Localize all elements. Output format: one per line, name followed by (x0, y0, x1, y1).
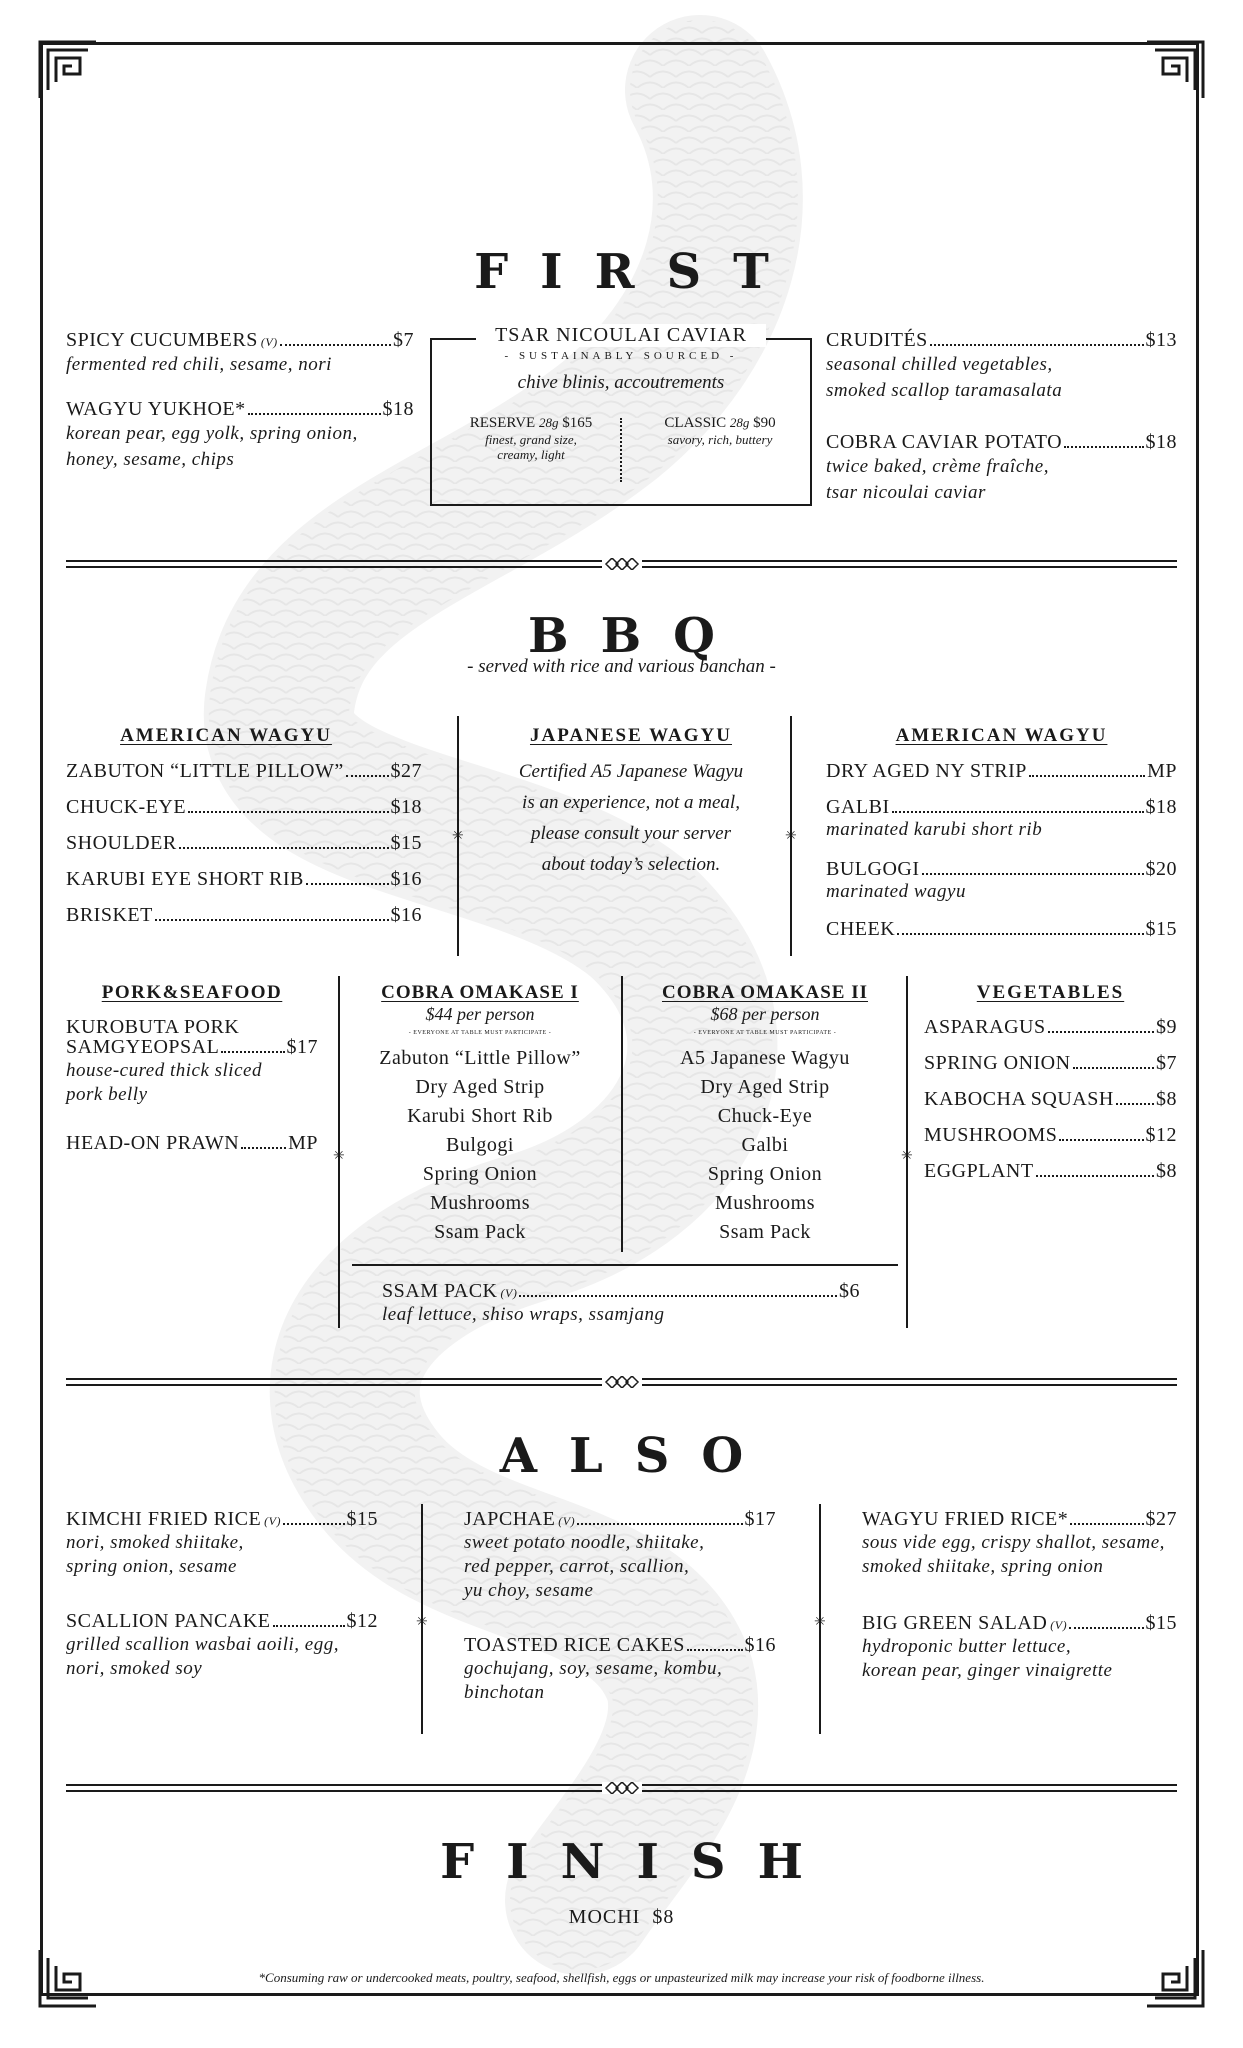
omakase-2-list (632, 1044, 898, 1247)
item-name: ZABUTON “LITTLE PILLOW” (66, 760, 344, 782)
item-price: $15 (390, 832, 422, 854)
omakase-item: Galbi (741, 1134, 789, 1156)
item-name: SCALLION PANCAKE (66, 1610, 271, 1632)
item-desc: twice baked, crème fraîche, (826, 456, 1049, 477)
column-divider (621, 976, 623, 1252)
menu-item (862, 1508, 1177, 1579)
section-divider (66, 1782, 1177, 1794)
omakase-2-price: $68 per person (710, 1004, 820, 1024)
caviar-desc: creamy, light (497, 447, 565, 462)
item-name: BIG GREEN SALAD (862, 1612, 1048, 1634)
caviar-tag: - SUSTAINABLY SOURCED - (504, 350, 738, 362)
item-price: $27 (390, 760, 422, 782)
divider-ornament: ✳ (901, 1149, 913, 1164)
text-line: Certified A5 Japanese Wagyu (518, 761, 744, 782)
omakase-item: Spring Onion (422, 1163, 538, 1185)
menu-item (826, 918, 1177, 941)
caviar-desc: savory, rich, buttery (667, 432, 773, 447)
menu-item (826, 858, 1177, 903)
corner-ornament (36, 38, 100, 102)
item-price: $18 (382, 398, 414, 420)
item-desc: honey, sesame, chips (66, 449, 235, 470)
item-name: BRISKET (66, 904, 153, 926)
menu-item (924, 1124, 1177, 1147)
text-line: is an experience, not a meal, (522, 792, 740, 813)
menu-item (66, 1132, 318, 1155)
finish-title: FINISH (440, 1834, 835, 1890)
omakase-item: Mushrooms (429, 1192, 531, 1214)
item-desc: hydroponic butter lettuce, (862, 1636, 1072, 1657)
divider-ornament: ✳ (814, 1615, 826, 1630)
section-divider (66, 558, 1177, 570)
item-name: CRUDITÉS (826, 329, 928, 351)
item-price: $12 (1145, 1124, 1177, 1146)
omakase-item: Zabuton “Little Pillow” (379, 1047, 581, 1069)
caviar-name: CLASSIC (664, 415, 727, 431)
item-price: $8 (1156, 1088, 1177, 1110)
menu-item (924, 1016, 1177, 1039)
also-title: ALSO (499, 1428, 776, 1484)
item-name: SPICY CUCUMBERS (66, 329, 258, 351)
caviar-size: 28g (729, 415, 750, 430)
omakase-2-heading: COBRA OMAKASE II (661, 982, 869, 1003)
item-name: EGGPLANT (924, 1160, 1034, 1182)
menu-item (826, 329, 1177, 404)
first-title: FIRST (474, 244, 801, 300)
menu-item (826, 760, 1177, 783)
veg-marker: (V) (264, 1514, 281, 1528)
item-name: MUSHROOMS (924, 1124, 1058, 1146)
item-price: $15 (346, 1508, 378, 1530)
item-price: $8 (1156, 1160, 1177, 1182)
item-name: KARUBI EYE SHORT RIB (66, 868, 304, 890)
bbq-title: BBQ (528, 608, 747, 664)
item-desc: sous vide egg, crispy shallot, sesame, (862, 1532, 1165, 1553)
item-desc: house-cured thick sliced (66, 1060, 262, 1081)
american-wagyu-heading: AMERICAN WAGYU (120, 725, 332, 746)
veg-marker: (V) (1050, 1618, 1068, 1632)
menu-item (924, 1160, 1177, 1183)
omakase-item: Ssam Pack (434, 1221, 526, 1243)
item-price: $15 (1145, 918, 1177, 940)
item-name: SAMGYEOPSAL (66, 1036, 220, 1058)
divider-ornament: ✳ (333, 1149, 345, 1164)
foodborne-disclaimer: *Consuming raw or undercooked meats, poultry, seafood, shellfish, eggs or unpasteurized milk may increase your risk of foodborne illness. (258, 1970, 985, 1985)
menu-item (382, 1280, 860, 1327)
item-desc: smoked shiitake, spring onion (862, 1556, 1104, 1577)
omakase-1-heading: COBRA OMAKASE I (381, 982, 579, 1003)
item-desc: smoked scallop taramasalata (826, 380, 1063, 401)
omakase-1-price: $44 per person (425, 1004, 535, 1024)
omakase-2-note: - EVERYONE AT TABLE MUST PARTICIPATE - (693, 1030, 837, 1036)
caviar-name: RESERVE (469, 415, 536, 431)
text-line: about today’s selection. (541, 854, 721, 875)
item-price: $18 (1145, 431, 1177, 453)
item-desc: seasonal chilled vegetables, (826, 354, 1053, 375)
item-price: $15 (1145, 1612, 1177, 1634)
menu-item (66, 832, 422, 855)
item-desc: korean pear, egg yolk, spring onion, (66, 423, 358, 444)
item-desc: fermented red chili, sesame, nori (66, 354, 332, 375)
item-name: HEAD-ON PRAWN (66, 1132, 240, 1154)
caviar-title: TSAR NICOULAI CAVIAR (476, 324, 766, 347)
omakase-item: Karubi Short Rib (407, 1105, 553, 1127)
divider-ornament: ✳ (785, 829, 797, 844)
menu-item (464, 1634, 776, 1705)
item-desc: red pepper, carrot, scallion, (464, 1556, 690, 1577)
menu-item (66, 904, 422, 927)
menu-item (66, 1610, 378, 1681)
item-price: $17 (744, 1508, 776, 1530)
caviar-price: $90 (753, 415, 776, 431)
pork-seafood-heading: PORK&SEAFOOD (101, 982, 283, 1003)
item-name: ASPARAGUS (924, 1016, 1046, 1038)
item-desc: binchotan (464, 1682, 545, 1703)
item-desc: gochujang, soy, sesame, kombu, (464, 1658, 723, 1679)
item-price: $20 (1145, 858, 1177, 880)
omakase-item: Chuck-Eye (717, 1105, 813, 1127)
omakase-item: Mushrooms (714, 1192, 816, 1214)
menu-item (924, 1052, 1177, 1075)
item-name: DRY AGED NY STRIP (826, 760, 1027, 782)
omakase-1-list (352, 1044, 608, 1247)
item-price: MP (288, 1132, 318, 1154)
item-desc: nori, smoked shiitake, (66, 1532, 244, 1553)
item-name: KUROBUTA PORK (66, 1016, 240, 1038)
item-desc: marinated karubi short rib (826, 819, 1043, 840)
veg-marker: (V) (500, 1286, 518, 1300)
item-name: WAGYU YUKHOE* (66, 398, 246, 420)
item-name: KABOCHA SQUASH (924, 1088, 1114, 1110)
caviar-price: $165 (562, 415, 593, 431)
caviar-classic (640, 415, 800, 447)
menu-item (862, 1612, 1177, 1683)
omakase-item: Dry Aged Strip (700, 1076, 830, 1098)
item-desc: spring onion, sesame (66, 1556, 237, 1577)
item-desc: nori, smoked soy (66, 1658, 203, 1679)
item-desc: tsar nicoulai caviar (826, 482, 986, 503)
menu-item (66, 398, 414, 473)
bbq-subtitle: - served with rice and various banchan - (467, 656, 776, 677)
item-name: WAGYU FRIED RICE* (862, 1508, 1069, 1530)
item-price: $16 (744, 1634, 776, 1656)
item-name: KIMCHI FRIED RICE (66, 1508, 262, 1530)
item-desc: grilled scallion wasbai aoili, egg, (66, 1634, 339, 1655)
veg-marker: (V) (260, 335, 278, 349)
item-price: $12 (346, 1610, 378, 1632)
menu-item (826, 431, 1177, 506)
omakase-item: Bulgogi (446, 1134, 514, 1156)
item-desc: pork belly (66, 1084, 148, 1105)
item-name: GALBI (826, 796, 890, 818)
item-name: JAPCHAE (464, 1508, 556, 1530)
veg-marker: (V) (558, 1514, 576, 1528)
menu-item (464, 1508, 776, 1603)
omakase-item: Spring Onion (707, 1163, 823, 1185)
caviar-size: 28g (538, 415, 559, 430)
item-price: $13 (1145, 329, 1177, 351)
item-name: BULGOGI (826, 858, 920, 880)
vegetables-heading: VEGETABLES (976, 982, 1125, 1003)
menu-item (66, 796, 422, 819)
item-price: $6 (839, 1280, 860, 1302)
item-desc: leaf lettuce, shiso wraps, ssamjang (382, 1304, 665, 1325)
menu-item (66, 1508, 378, 1579)
item-name: CHEEK (826, 918, 896, 940)
item-price: $17 (286, 1036, 318, 1058)
menu-item (66, 329, 414, 378)
american-wagyu-heading: AMERICAN WAGYU (895, 725, 1108, 746)
item-desc: sweet potato noodle, shiitake, (464, 1532, 705, 1553)
item-desc: korean pear, ginger vinaigrette (862, 1660, 1113, 1681)
japanese-wagyu-heading: JAPANESE WAGYU (529, 725, 732, 746)
omakase-item: Ssam Pack (719, 1221, 811, 1243)
item-name: TOASTED RICE CAKES (464, 1634, 685, 1656)
item-price: $16 (390, 868, 422, 890)
item-name: SHOULDER (66, 832, 177, 854)
item-price: MP (1147, 760, 1177, 782)
menu-item (924, 1088, 1177, 1111)
item-price: $7 (1156, 1052, 1177, 1074)
japanese-wagyu-text (476, 756, 786, 880)
caviar-separator (620, 418, 622, 482)
divider-ornament: ✳ (452, 829, 464, 844)
item-name: COBRA CAVIAR POTATO (826, 431, 1063, 453)
menu-item (66, 868, 422, 891)
item-desc: marinated wagyu (826, 881, 966, 902)
item-name: SPRING ONION (924, 1052, 1071, 1074)
corner-ornament (1143, 38, 1207, 102)
item-desc: yu choy, sesame (464, 1580, 594, 1601)
section-divider (66, 1376, 1177, 1388)
item-price: $18 (1145, 796, 1177, 818)
item-price: $27 (1145, 1508, 1177, 1530)
mochi-item: MOCHI $8 (568, 1906, 675, 1928)
item-name: SSAM PACK (382, 1280, 498, 1302)
omakase-item: A5 Japanese Wagyu (680, 1047, 850, 1069)
item-price: $7 (393, 329, 414, 351)
ssam-rule (352, 1264, 898, 1266)
omakase-item: Dry Aged Strip (415, 1076, 545, 1098)
item-price: $18 (390, 796, 422, 818)
menu-item (66, 760, 422, 783)
omakase-1-note: - EVERYONE AT TABLE MUST PARTICIPATE - (408, 1030, 552, 1036)
text-line: please consult your server (531, 823, 731, 844)
menu-item (66, 1016, 318, 1107)
caviar-desc: finest, grand size, (485, 432, 577, 447)
item-price: $9 (1156, 1016, 1177, 1038)
item-price: $16 (390, 904, 422, 926)
divider-ornament: ✳ (416, 1615, 428, 1630)
caviar-reserve (446, 415, 616, 462)
menu-item (826, 796, 1177, 841)
item-name: CHUCK-EYE (66, 796, 187, 818)
caviar-sub: chive blinis, accoutrements (517, 372, 725, 393)
